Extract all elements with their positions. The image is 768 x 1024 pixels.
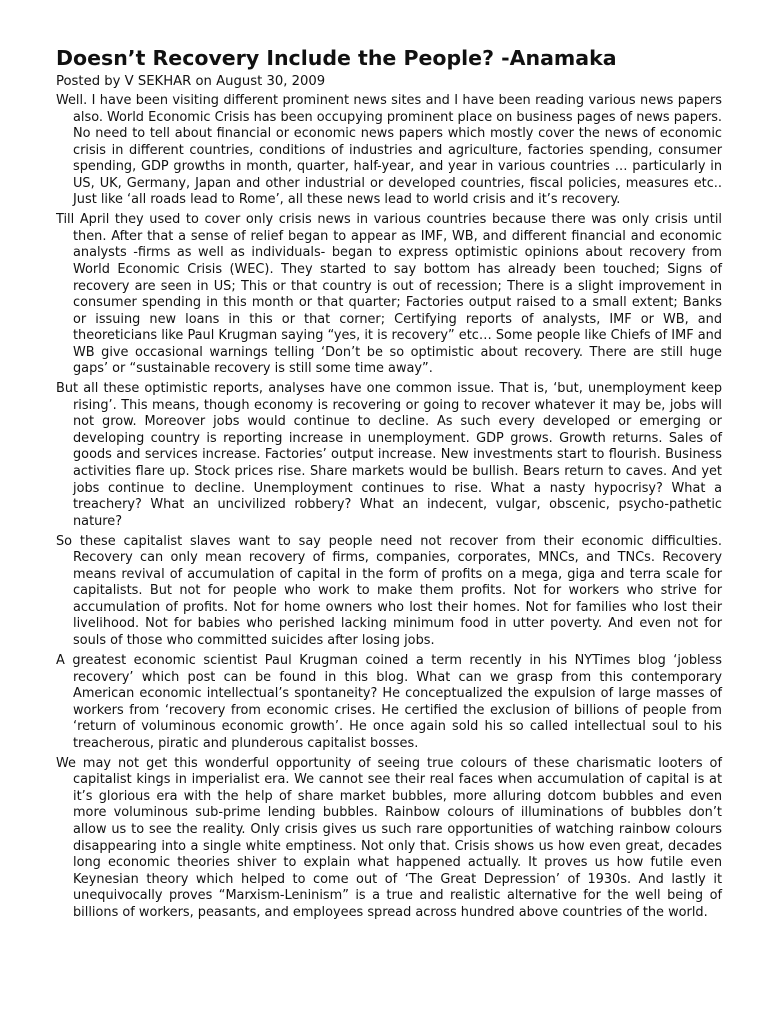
paragraph-5: A greatest economic scientist Paul Krugman coined a term recently in his NYTimes blog ‘jobless recovery’ which post can be found in this blog. What can we grasp from this contemporary American economic intellectual’s spontaneity? He conceptualized the expulsion of large masses of workers from ‘recovery from economic crises. He certified the exclusion of billions of people from ‘return of voluminous economic growth’. He once again sold his so called intellectual soul to his treacherous, piratic and plunderous capitalist bosses. <box>56 653 722 751</box>
paragraph-6: We may not get this wonderful opportunity of seeing true colours of these charismatic looters of capitalist kings in imperialist era. We cannot see their real faces when accumulation of capital is at it’s glorious era with the help of share market bubbles, more alluring dotcom bubbles and even more voluminous sub-prime lending bubbles. Rainbow colours of illuminations of bubbles don’t allow us to see the reality. Only crisis gives us such rare opportunities of watching rainbow colours disappearing into a single white emptiness. Not only that. Crisis shows us how even great, decades long economic theories shiver to explain what happened actually. It proves us how futile even Keynesian theory which helped to come out of ‘The Great Depression’ of 1930s. And lastly it unequivocally proves “Marxism-Leninism” is a true and realistic alternative for the well being of billions of workers, peasants, and employees spread across hundred above countries of the world. <box>56 755 722 920</box>
paragraph-3: But all these optimistic reports, analyses have one common issue. That is, ‘but, unemployment keep rising’. This means, though economy is recovering or going to recover whatever it may be, jobs will not grow. Moreover jobs would continue to decline. As such every developed or emerging or developing country is reporting increase in unemployment. GDP grows. Growth returns. Sales of goods and services increase. Factories’ output increase. New investments start to flourish. Business activities flare up. Stock prices rise. Share markets would be bullish. Bears return to caves. And yet jobs continue to decline. Unemployment continues to rise. What a nasty hypocrisy? What a treachery? What an uncivilized robbery? What an indecent, vulgar, obscenic, psycho-pathetic nature? <box>56 381 722 529</box>
paragraph-1: Well. I have been visiting different prominent news sites and I have been reading various news papers also. World Economic Crisis has been occupying prominent place on business pages of news papers. No need to tell about financial or economic news papers which mostly cover the news of economic crisis in different countries, conditions of industries and agriculture, factories spending, consumer spending, GDP growths in month, quarter, half-year, and year in various countries … particularly in US, UK, Germany, Japan and other industrial or developed countries, fiscal policies, measures etc.. Just like ‘all roads lead to Rome’, all these news lead to world crisis and it’s recovery. <box>56 93 723 208</box>
paragraph-4: So these capitalist slaves want to say people need not recover from their economic difficulties. Recovery can only mean recovery of firms, companies, corporates, MNCs, and TNCs. Recovery means revival of accumulation of capital in the form of profits on a mega, giga and terra scale for capitalists. But not for people who work to make them profits. Not for workers who strive for accumulation of profits. Not for home owners who lost their homes. Not for families who lost their livelihood. Not for babies who perished lacking minimum food in utter poverty. And even not for souls of those who committed suicides after losing jobs. <box>56 533 722 648</box>
article <box>56 44 722 921</box>
article-title: Doesn’t Recovery Include the People? -Anamaka <box>56 46 617 70</box>
article-byline: Posted by V SEKHAR on August 30, 2009 <box>56 74 326 89</box>
paragraph-2: Till April they used to cover only crisis news in various countries because there was only crisis until then. After that a sense of relief began to appear as IMF, WB, and different financial and economic analysts -firms as well as individuals- began to express optimistic opinions about recovery from World Economic Crisis (WEC). They started to say bottom has already been touched; Signs of recovery are seen in US; This or that country is out of recession; There is a slight improvement in consumer spending in this month or that quarter; Factories output raised to a small extent; Banks or issuing new loans in this or that corner; Certifying reports of analysts, IMF or WB, and theoreticians like Paul Krugman saying “yes, it is recovery” etc… Some people like Chiefs of IMF and WB give occasional warnings telling ‘Don’t be so optimistic about recovery. There are still huge gaps’ or “sustainable recovery is still some time away”. <box>56 212 722 377</box>
